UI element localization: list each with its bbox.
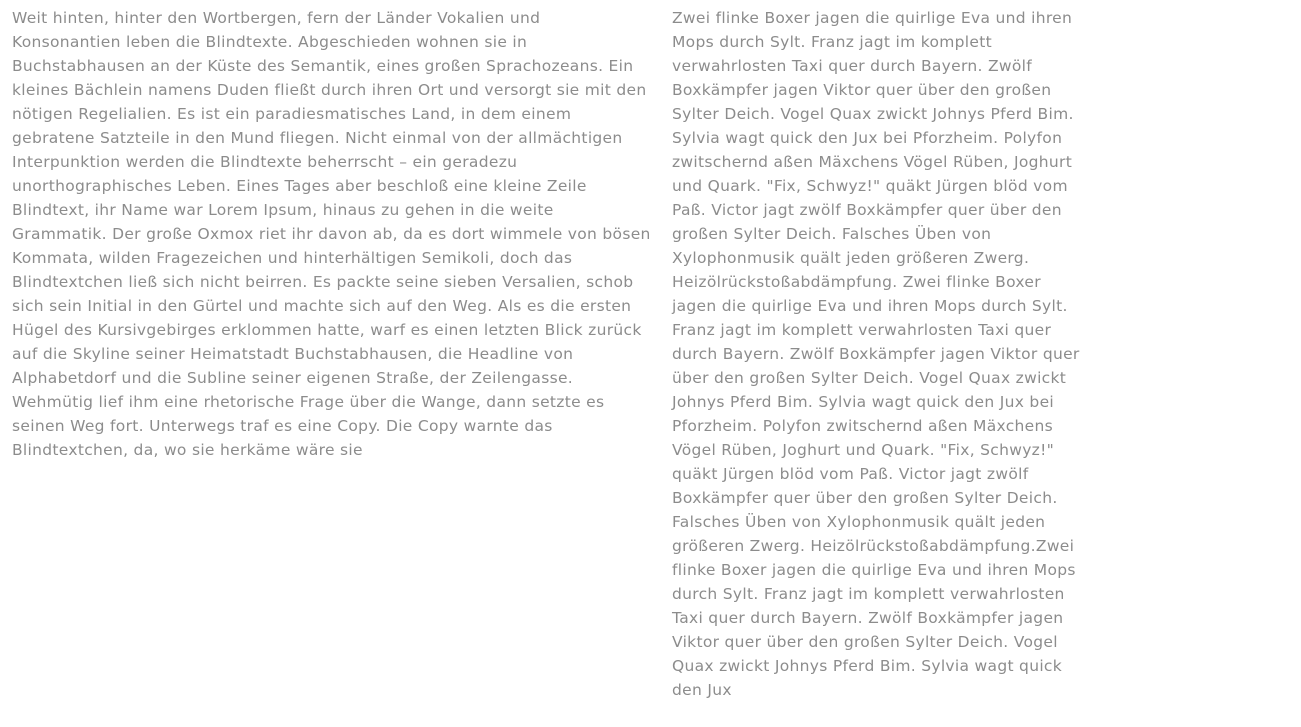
text-column-right: Zwei flinke Boxer jagen die quirlige Eva und ihren Mops durch Sylt. Franz jagt im komplett verwahrlosten Taxi quer durch Bayern. Zwölf Boxkämpfer jagen Viktor quer über den großen Sylter Deich. Vogel Quax zwickt Johnys Pferd Bim. Sylvia wagt quick den Jux bei Pforzheim. Polyfon zwitschernd aßen Mäxchens Vögel Rüben, Joghurt und Quark. "Fix, Schwyz!" quäkt Jürgen blöd vom Paß. Victor jagt zwölf Boxkämpfer quer über den großen Sylter Deich. Falsches Üben von Xylophonmusik quält jeden größeren Zwerg. Heizölrückstoßabdämpfung. Zwei flinke Boxer jagen die quirlige Eva und ihren Mops durch Sylt. Franz jagt im komplett verwahrlosten Taxi quer durch Bayern. Zwölf Boxkämpfer jagen Viktor quer über den großen Sylter Deich. Vogel Quax zwickt Johnys Pferd Bim. Sylvia wagt quick den Jux bei Pforzheim. Polyfon zwitschernd aßen Mäxchens Vögel Rüben, Joghurt und Quark. "Fix, Schwyz!" quäkt Jürgen blöd vom Paß. Victor jagt zwölf Boxkämpfer quer über den großen Sylter Deich. Falsches Üben von Xylophonmusik quält jeden größeren Zwerg. Heizölrückstoßabdämpfung.Zwei flinke Boxer jagen die quirlige Eva und ihren Mops durch Sylt. Franz jagt im komplett verwahrlosten Taxi quer durch Bayern. Zwölf Boxkämpfer jagen Viktor quer über den großen Sylter Deich. Vogel Quax zwickt Johnys Pferd Bim. Sylvia wagt quick den Jux [672, 9, 1080, 699]
text-column-left: Weit hinten, hinter den Wortbergen, fern der Länder Vokalien und Konsonantien leben die Blindtexte. Abgeschieden wohnen sie in Buchstabhausen an der Küste des Semantik, eines großen Sprachozeans. Ein kleines Bächlein namens Duden fließt durch ihren Ort und versorgt sie mit den nötigen Regelialien. Es ist ein paradiesmatisches Land, in dem einem gebratene Satzteile in den Mund fliegen. Nicht einmal von der allmächtigen Interpunktion werden die Blindtexte beherrscht – ein geradezu unorthographisches Leben. Eines Tages aber beschloß eine kleine Zeile Blindtext, ihr Name war Lorem Ipsum, hinaus zu gehen in die weite Grammatik. Der große Oxmox riet ihr davon ab, da es dort wimmele von bösen Kommata, wilden Fragezeichen und hinterhältigen Semikoli, doch das Blindtextchen ließ sich nicht beirren. Es packte seine sieben Versalien, schob sich sein Initial in den Gürtel und machte sich auf den Weg. Als es die ersten Hügel des Kursivgebirges erklommen hatte, warf es einen letzten Blick zurück auf die Skyline seiner Heimatstadt Buchstabhausen, die Headline von Alphabetdorf und die Subline seiner eigenen Straße, der Zeilengasse. Wehmütig lief ihm eine rhetorische Frage über die Wange, dann setzte es seinen Weg fort. Unterwegs traf es eine Copy. Die Copy warnte das Blindtextchen, da, wo sie herkäme wäre sie [12, 9, 651, 459]
